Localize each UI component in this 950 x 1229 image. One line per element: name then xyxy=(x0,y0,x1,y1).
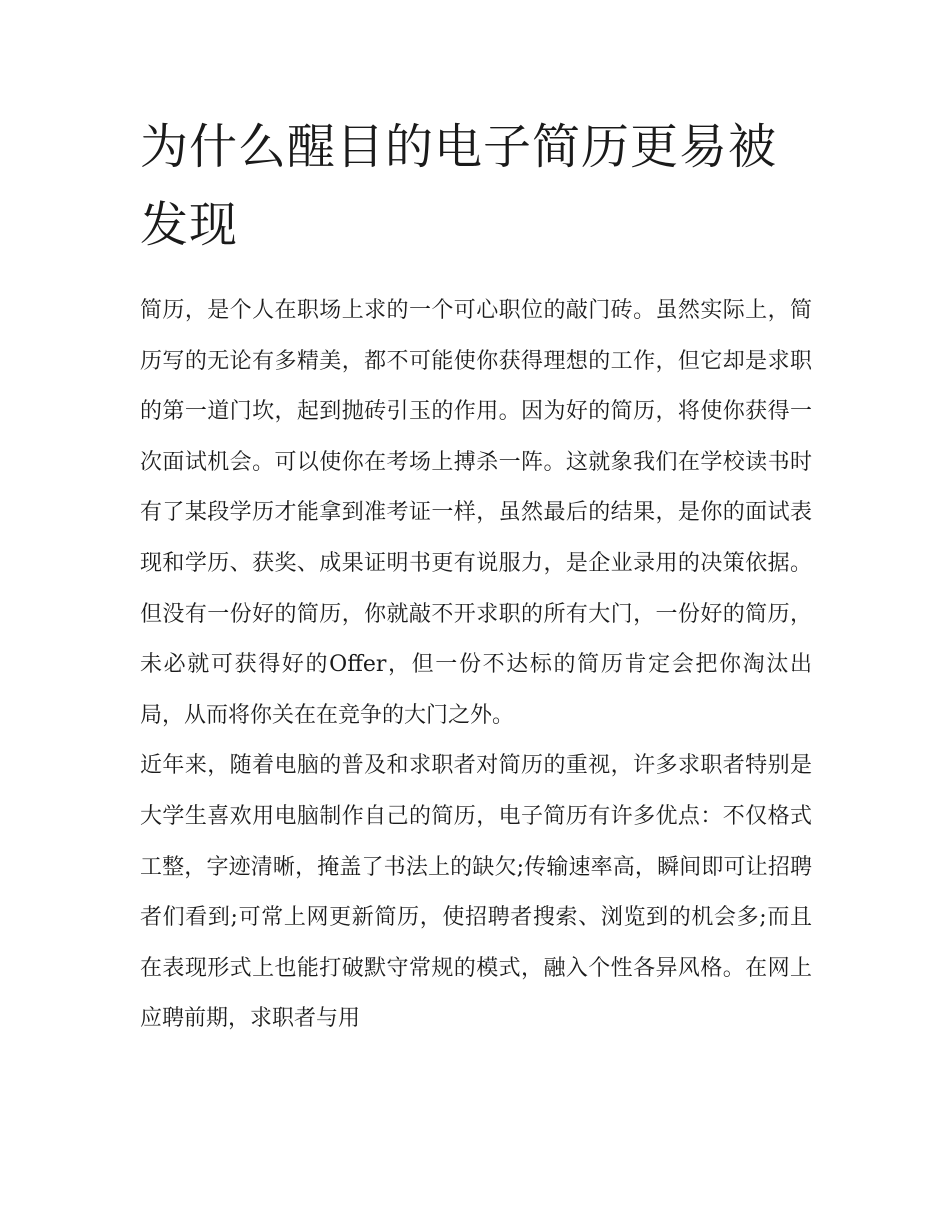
document-body xyxy=(140,286,812,1045)
paragraph-1: 简历，是个人在职场上求的一个可心职位的敲门砖。虽然实际上，简历写的无论有多精美，都不可能使你获得理想的工作，但它却是求职的第一道门坎，起到抛砖引玉的作用。因为好的简历，将使你获得一次面试机会。可以使你在考场上搏杀一阵。这就象我们在学校读书时有了某段学历才能拿到准考证一样，虽然最后的结果，是你的面试表现和学历、获奖、成果证明书更有说服力，是企业录用的决策依据。但没有一份好的简历，你就敲不开求职的所有大门，一份好的简历，未必就可获得好的Offer，但一份不达标的简历肯定会把你淘汰出局，从而将你关在在竞争的大门之外。 xyxy=(140,298,812,728)
document-content xyxy=(140,108,812,1045)
document-title: 为什么醒目的电子简历更易被发现 xyxy=(140,119,778,253)
paragraph-2: 近年来，随着电脑的普及和求职者对简历的重视，许多求职者特别是大学生喜欢用电脑制作自己的简历，电子简历有许多优点：不仅格式工整，字迹清晰，掩盖了书法上的缺欠;传输速率高，瞬间即可让招聘者们看到;可常上网更新简历，使招聘者搜索、浏览到的机会多;而且在表现形式上也能打破默守常规的模式，融入个性各异风格。在网上应聘前期，求职者与用 xyxy=(140,753,812,1032)
